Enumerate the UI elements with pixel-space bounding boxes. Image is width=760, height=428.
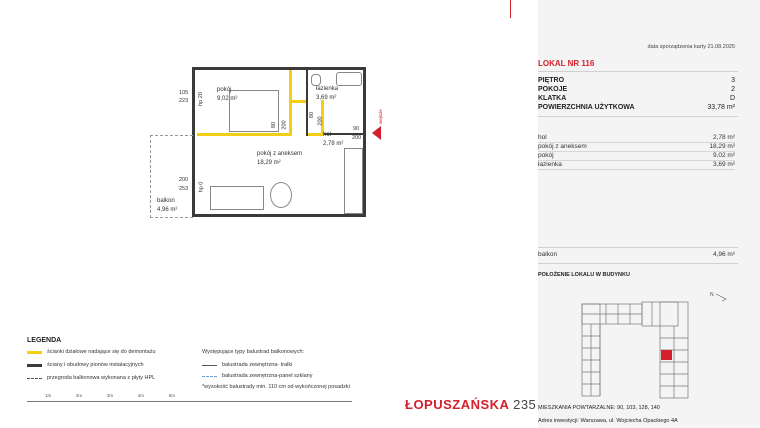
date-line: data sporządzenia karty 21.08.2025 <box>647 44 735 50</box>
room-label-lazienka: łazienka <box>316 86 339 92</box>
room-row: pokój 9,02 m² <box>538 152 735 159</box>
balustrade-swatch-glass <box>202 376 217 377</box>
room-area-lazienka: 3,69 m² <box>316 95 337 101</box>
scale-bar <box>27 398 352 402</box>
demountable-wall <box>292 100 306 103</box>
room-row: pokój z aneksem 18,29 m² <box>538 143 735 150</box>
specs <box>538 77 735 113</box>
legend-item <box>27 349 156 355</box>
footer-brand <box>405 397 536 412</box>
legend-text: ściany i obudowy pionów instalacyjnych <box>47 362 144 368</box>
dimension-label: 80 <box>309 111 316 119</box>
room-area-pokoj: 9,02 m² <box>217 96 238 102</box>
legend-item <box>27 362 144 368</box>
entrance-arrow <box>372 126 381 140</box>
room-area-balkon: 4,96 m² <box>157 207 178 213</box>
spec-row: POWIERZCHNIA UŻYTKOWA 33,78 m² <box>538 104 735 111</box>
footer-brand-text: ŁOPUSZAŃSKA <box>405 397 509 412</box>
location-title: POŁOŻENIE LOKALU W BUDYNKU <box>538 272 630 278</box>
divider-line <box>510 0 511 18</box>
wall <box>306 70 308 136</box>
balustrade-title: Występujące typy balustrad balkonowych: <box>202 349 305 355</box>
dimension-label: 200 <box>317 116 324 126</box>
svg-text:N: N <box>710 292 714 298</box>
scale-tick: 2m <box>75 393 83 398</box>
room-label-pokoj: pokój <box>217 87 232 93</box>
north-arrow <box>716 294 726 301</box>
entrance-label: wejście <box>378 109 383 124</box>
unit-marker <box>661 350 672 360</box>
balustrade-note: *wysokość balustrady min. 110 cm od wykończonej posadzki <box>202 384 350 390</box>
room-row: hol 2,78 m² <box>538 134 735 141</box>
table <box>270 182 292 208</box>
scale-labels <box>45 393 175 398</box>
scale-tick: 1m <box>45 393 52 398</box>
dimension-label: hp 0 <box>198 181 205 193</box>
spec-row: PIĘTRO 3 <box>538 77 735 84</box>
balustrade-item <box>202 362 292 368</box>
dimension-label: 200 <box>179 177 189 183</box>
room-row: łazienka 3,69 m² <box>538 161 735 168</box>
demountable-wall <box>289 70 292 136</box>
demountable-wall <box>306 133 323 136</box>
legend-title: LEGENDA <box>27 337 62 344</box>
scale-tick: 4m <box>137 393 145 398</box>
legend-swatch-dark <box>27 364 42 367</box>
building-keyplan <box>576 284 736 400</box>
room-label-balkon: balkon <box>157 198 175 204</box>
balustrade-swatch-tralki <box>202 365 217 366</box>
info-panel <box>538 0 760 428</box>
demountable-wall <box>197 133 289 136</box>
legend-item <box>27 375 155 381</box>
dimension-label: 200 <box>281 120 288 130</box>
unit-title: LOKAL NR 116 <box>538 59 595 68</box>
bathtub <box>336 72 362 86</box>
spec-row: POKOJE 2 <box>538 86 735 93</box>
dimension-label: 80 <box>271 121 278 129</box>
spec-row: KLATKA D <box>538 95 735 102</box>
legend-swatch-yellow <box>27 351 42 354</box>
dimension-label: 223 <box>179 98 189 104</box>
dimension-label: 105 <box>179 90 189 96</box>
balcony-row: balkon 4,96 m² <box>538 251 735 258</box>
kitchen-counter <box>344 148 363 214</box>
dimension-label: hp 20 <box>197 92 204 106</box>
sofa <box>210 186 264 210</box>
legend-text: przegroda balkonowa wykonana z płyty HPL <box>47 375 156 381</box>
wall <box>192 214 366 217</box>
floor-plan <box>140 60 400 230</box>
dimension-label: 90 <box>353 126 360 132</box>
wall <box>363 67 366 217</box>
legend-text: balustrada zewnętrzna-panel szklany <box>222 373 313 379</box>
room-area-hol: 2,78 m² <box>323 141 344 147</box>
room-label-hol: hol <box>323 132 332 138</box>
room-area-aneks: 18,29 m² <box>257 160 281 166</box>
rooms-list <box>538 134 735 170</box>
wall <box>192 67 366 70</box>
dimension-label: 253 <box>179 186 189 192</box>
room-label-aneks: pokój z aneksem <box>257 151 303 157</box>
legend-swatch-dashed <box>27 378 42 379</box>
dimension-label: 200 <box>352 135 362 141</box>
legend-text: ścianki działowe nadające się do demontażu <box>47 349 156 355</box>
scale-tick: 5m <box>168 393 175 398</box>
scale-tick: 3m <box>106 393 114 398</box>
toilet <box>311 74 321 86</box>
address: Adres inwestycji: Warszawa, ul. Wojciecha Opackiego 4A <box>538 418 678 424</box>
similar-units: MIESZKANIA POWTARZALNE: 90, 103, 128, 140 <box>538 405 660 411</box>
legend-text: balustrada zewnętrzna- tralki <box>222 362 293 368</box>
footer-brand-number: 235 <box>513 397 537 412</box>
balustrade-item <box>202 373 313 379</box>
